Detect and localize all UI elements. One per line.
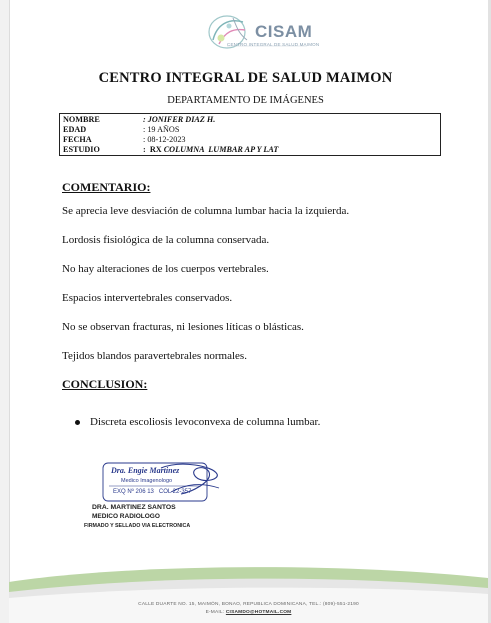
comment-paragraph: Tejidos blandos paravertebrales normales. — [62, 350, 247, 362]
info-row-date — [63, 135, 440, 145]
footer-email-label: E-MAIL: — [205, 610, 226, 615]
name-value: : JONIFER DIAZ H. — [143, 115, 216, 124]
study-type: COLUMNA LUMBAR AP Y LAT — [163, 145, 279, 154]
comment-paragraph: Se aprecia leve desviación de columna lumbar hacia la izquierda. — [62, 205, 350, 217]
footer-address: CALLE DUARTE NO. 15, MAIMÓN, BONAO, REPUBLICA DOMINICANA, TEL.: (809)-551-2190 — [138, 602, 359, 607]
study-value — [143, 145, 278, 155]
signature-note: FIRMADO Y SELLADO VIA ELECTRONICA — [84, 523, 191, 529]
comment-paragraph: No se observan fracturas, ni lesiones líticas o blásticas. — [62, 321, 304, 333]
date-value: : 08-12-2023 — [143, 135, 186, 144]
clinic-title: CENTRO INTEGRAL DE SALUD MAIMON — [98, 70, 393, 86]
comment-paragraph: Espacios intervertebrales conservados. — [62, 292, 233, 304]
info-row-name — [63, 115, 440, 125]
stamp-name: Dra. Engie Martinez — [111, 466, 180, 475]
stamp-license: EXQ Nº 206 13 COL 22-357 — [113, 489, 192, 495]
logo-subtitle: CENTRO INTEGRAL DE SALUD MAIMON — [227, 42, 320, 47]
logo-brand-text: CISAM — [255, 22, 313, 41]
comment-heading: COMENTARIO: — [62, 180, 151, 194]
info-row-age — [63, 125, 440, 135]
patient-info-box — [59, 113, 441, 156]
study-label: ESTUDIO — [63, 145, 100, 154]
doctor-role: MEDICO RADIOLOGO — [92, 513, 160, 520]
doctor-name: DRA. MARTINEZ SANTOS — [92, 504, 176, 511]
department-title: DEPARTAMENTO DE IMÁGENES — [167, 95, 324, 106]
date-label: FECHA — [63, 135, 92, 144]
age-value: : 19 AÑOS — [143, 125, 180, 134]
stamp-role: Medico Imagenologo — [121, 478, 173, 484]
conclusion-item — [75, 416, 320, 428]
doctor-stamp — [101, 462, 211, 502]
comment-paragraph: No hay alteraciones de los cuerpos vertebrales. — [62, 263, 269, 275]
study-prefix: : RX — [143, 145, 164, 154]
comment-paragraph: Lordosis fisiológica de la columna conservada. — [62, 234, 270, 246]
age-label: EDAD — [63, 125, 87, 134]
conclusion-item-text: Discreta escoliosis levoconvexa de columna lumbar. — [90, 416, 321, 428]
page-margin-bar — [0, 0, 10, 623]
bullet-icon — [75, 420, 80, 425]
info-row-study — [63, 145, 440, 155]
conclusion-heading: CONCLUSION: — [62, 377, 148, 391]
cisam-logo — [203, 10, 320, 54]
footer-email-link[interactable]: CISAMDO@HOTMAIL.COM — [225, 610, 292, 615]
footer-email-line — [9, 610, 488, 615]
name-label: NOMBRE — [63, 115, 100, 124]
